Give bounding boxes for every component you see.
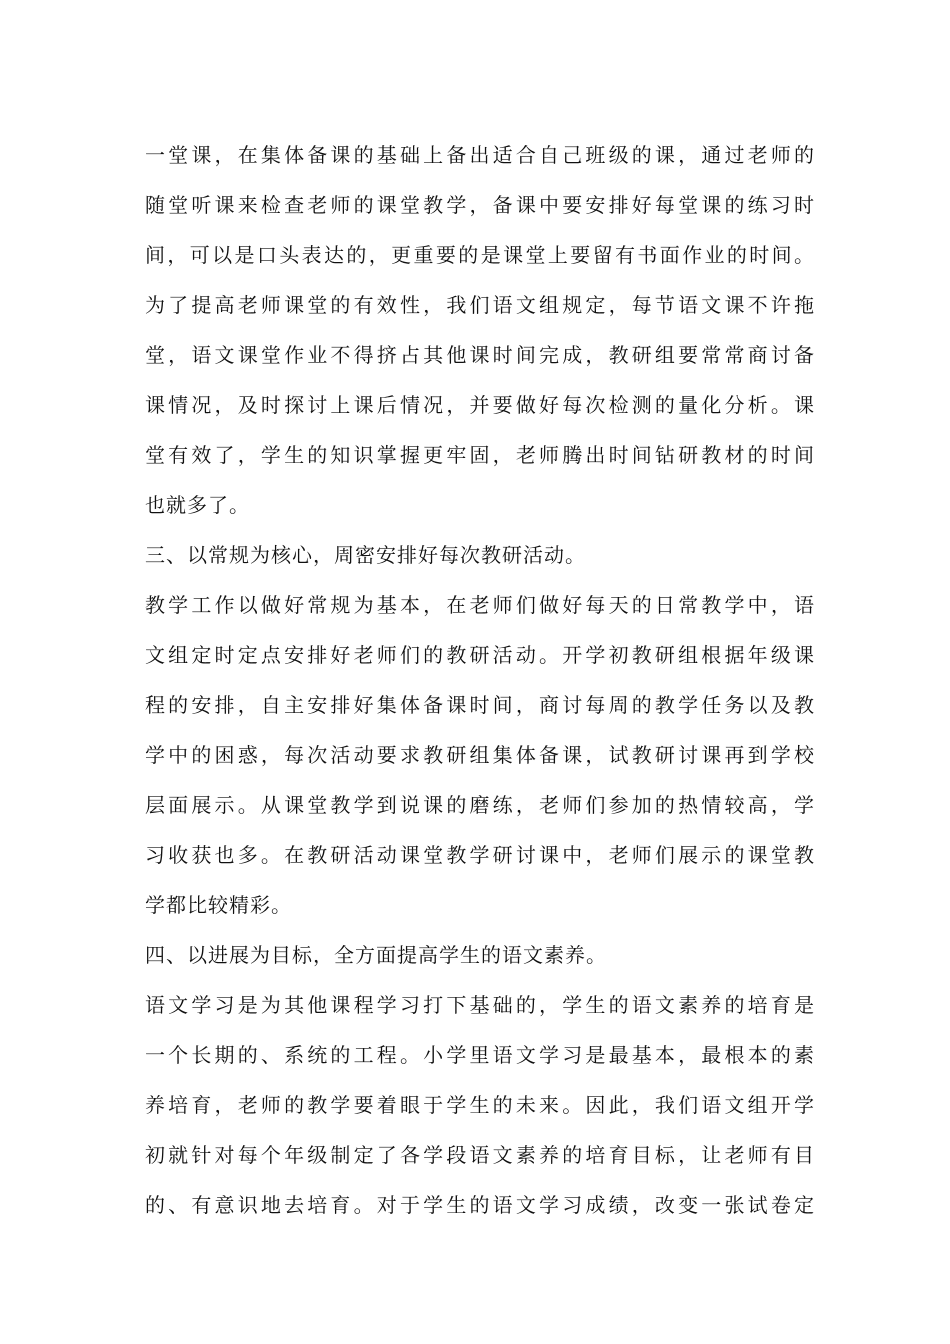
text-line: 为了提高老师课堂的有效性，我们语文组规定，每节语文课不许拖: [145, 293, 815, 317]
text-line: 教学工作以做好常规为基本，在老师们做好每天的日常教学中，语: [145, 593, 815, 617]
text-line: 初就针对每个年级制定了各学段语文素养的培育目标，让老师有目: [145, 1143, 815, 1167]
text-line: 文组定时定点安排好老师们的教研活动。开学初教研组根据年级课: [145, 643, 815, 667]
text-line: 间，可以是口头表达的，更重要的是课堂上要留有书面作业的时间。: [145, 243, 815, 267]
text-line: 堂有效了，学生的知识掌握更牢固，老师腾出时间钻研教材的时间: [145, 443, 815, 467]
text-line: 学中的困惑，每次活动要求教研组集体备课，试教研讨课再到学校: [145, 743, 815, 767]
text-line: 课情况，及时探讨上课后情况，并要做好每次检测的量化分析。课: [145, 393, 815, 417]
text-line: 层面展示。从课堂教学到说课的磨练，老师们参加的热情较高，学: [145, 793, 815, 817]
section-heading: 三、以常规为核心，周密安排好每次教研活动。: [145, 543, 586, 567]
text-line: 学都比较精彩。: [145, 893, 292, 917]
text-line: 的、有意识地去培育。对于学生的语文学习成绩，改变一张试卷定: [145, 1193, 815, 1217]
text-line: 习收获也多。在教研活动课堂教学研讨课中，老师们展示的课堂教: [145, 843, 815, 867]
text-line: 一堂课，在集体备课的基础上备出适合自己班级的课，通过老师的: [145, 143, 815, 167]
text-line: 也就多了。: [145, 493, 250, 517]
document-body: [145, 130, 815, 1230]
text-line: 养培育，老师的教学要着眼于学生的未来。因此，我们语文组开学: [145, 1093, 815, 1117]
section-heading: 四、以进展为目标，全方面提高学生的语文素养。: [145, 943, 607, 967]
text-line: 程的安排，自主安排好集体备课时间，商讨每周的教学任务以及教: [145, 693, 815, 717]
text-line: 堂，语文课堂作业不得挤占其他课时间完成，教研组要常常商讨备: [145, 343, 815, 367]
text-line: 一个长期的、系统的工程。小学里语文学习是最基本，最根本的素: [145, 1043, 815, 1067]
text-line: 语文学习是为其他课程学习打下基础的，学生的语文素养的培育是: [145, 993, 815, 1017]
text-line: 随堂听课来检查老师的课堂教学，备课中要安排好每堂课的练习时: [145, 193, 815, 217]
